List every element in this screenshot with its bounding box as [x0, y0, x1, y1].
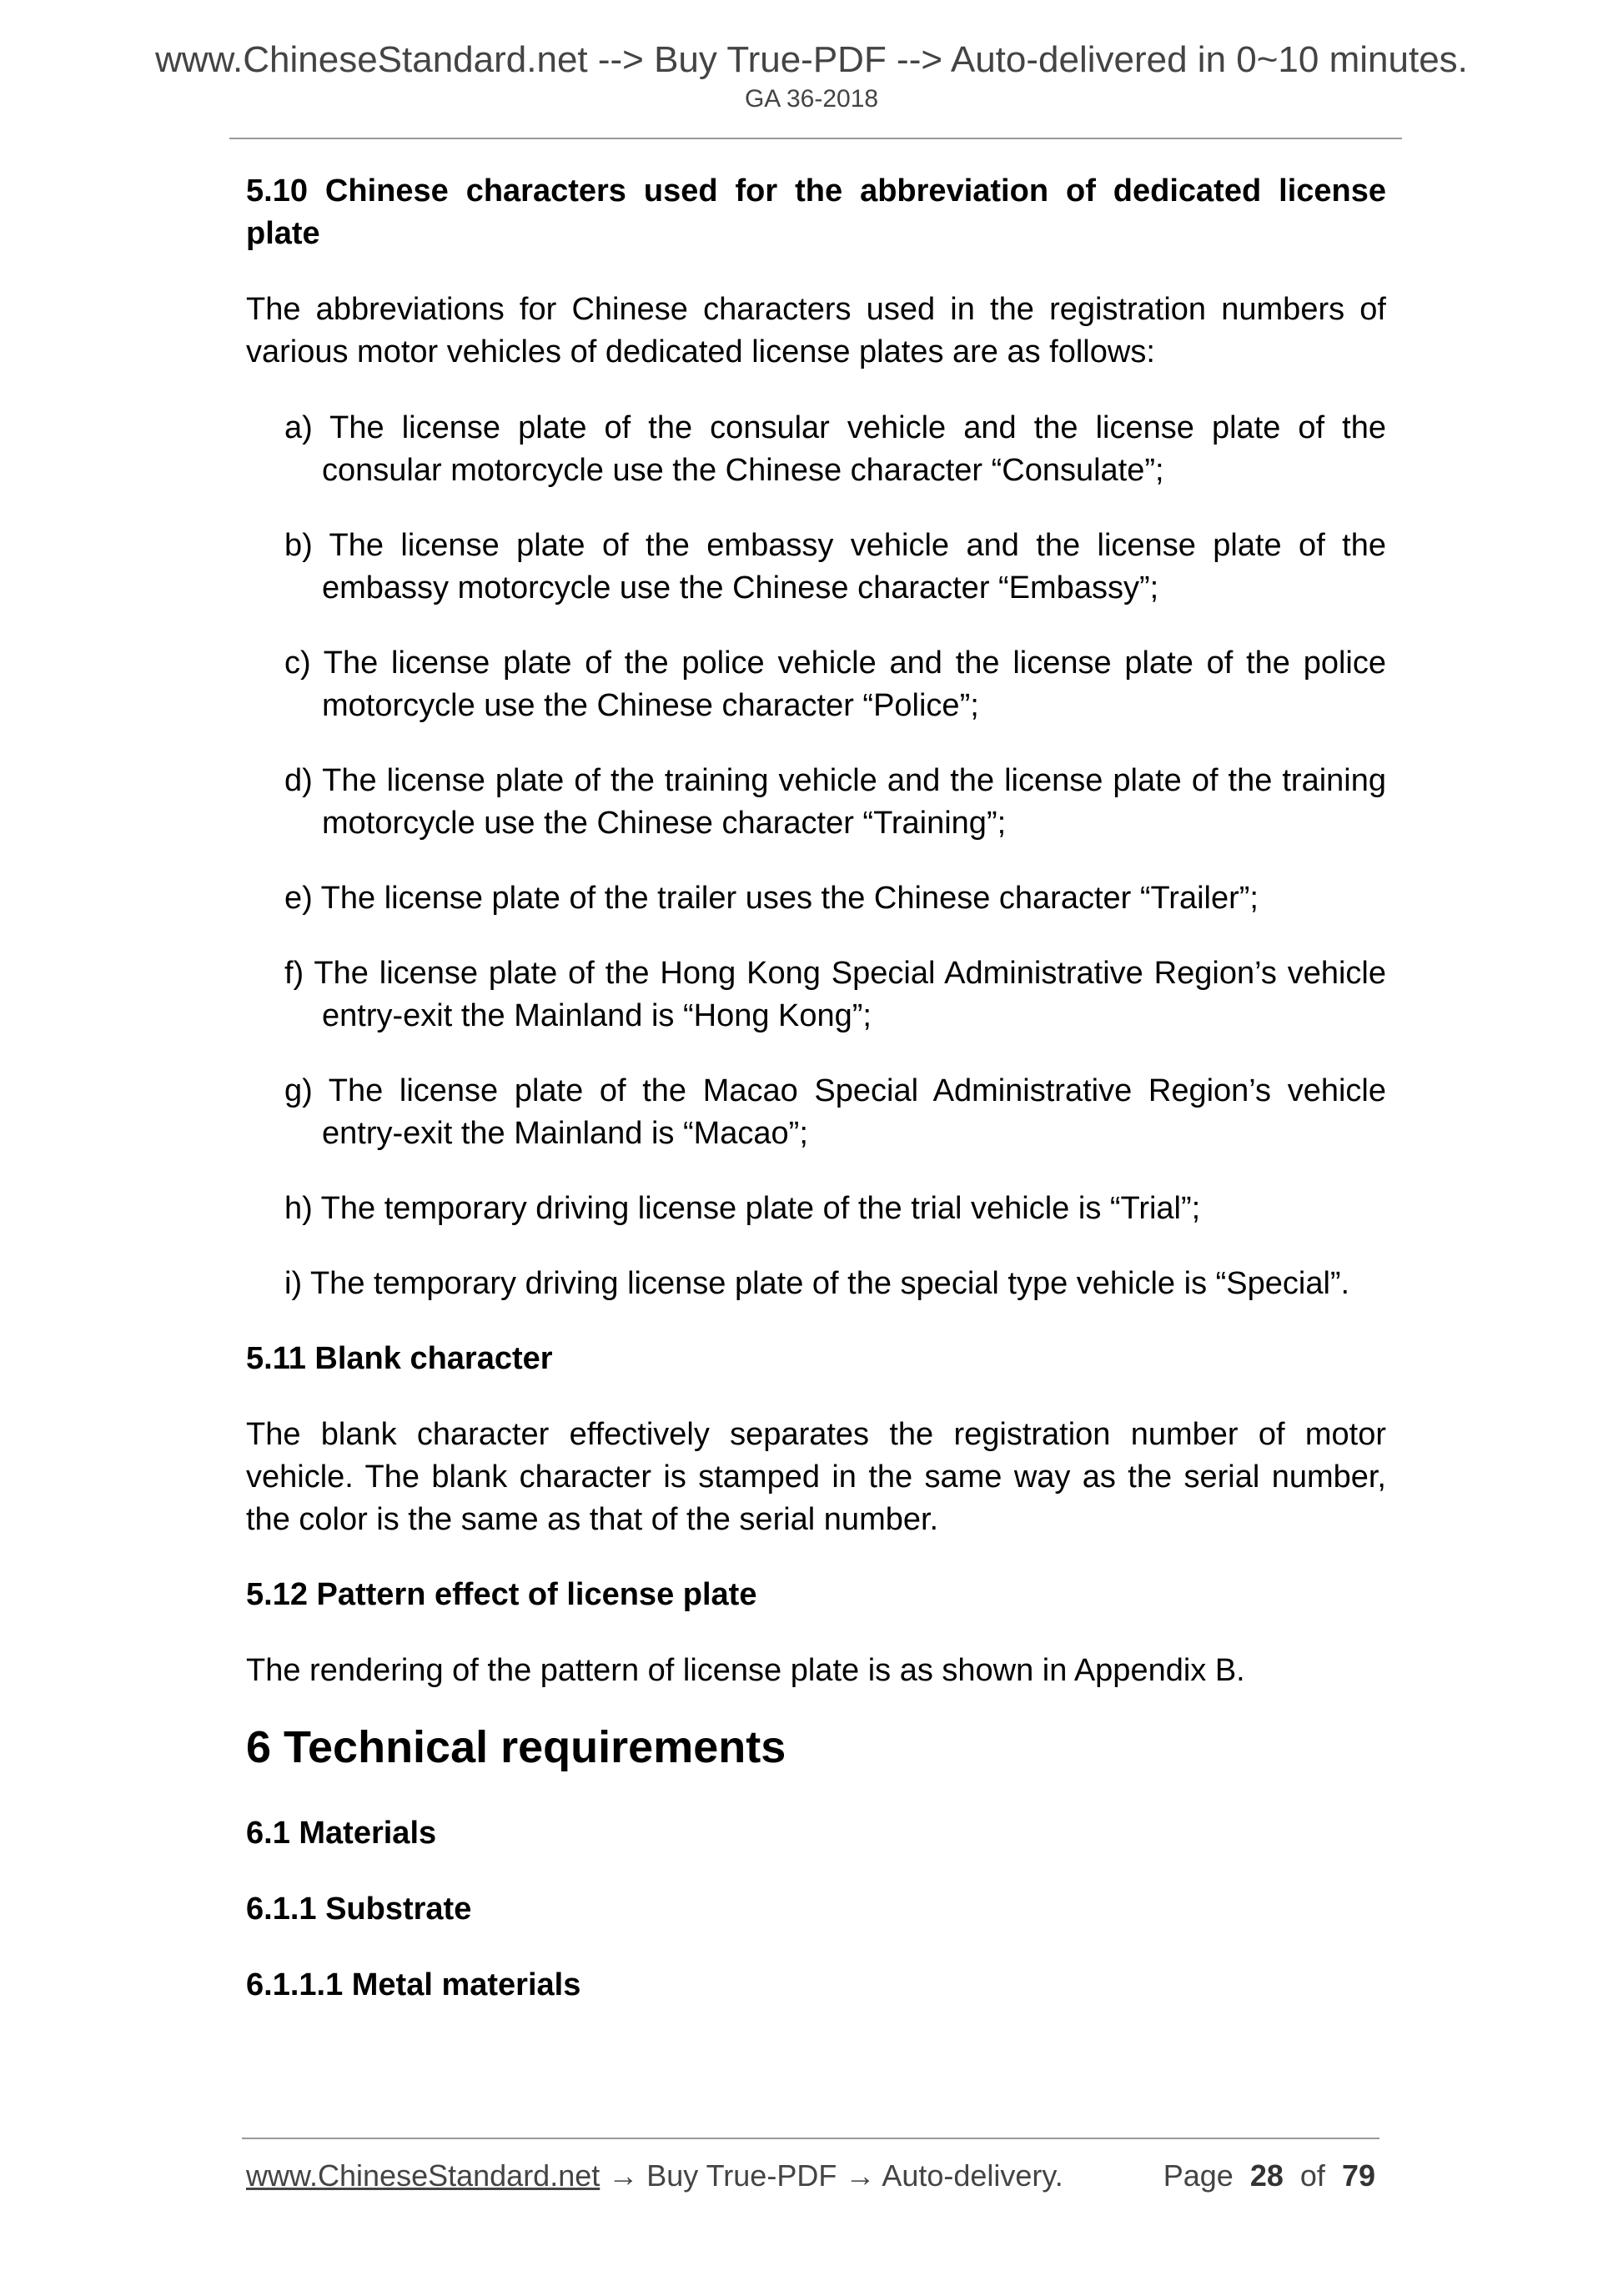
page-label: Page [1163, 2158, 1234, 2193]
list-item: e) The license plate of the trailer uses the Chinese character “Trailer”; [284, 881, 1259, 916]
section-5-11-text: The blank character effectively separates the registration number of motor vehicle. The blank character is stamped in the same way as the serial number, the color is the same as that of the serial number. [246, 1417, 1386, 1537]
footer-promo [246, 2158, 1063, 2193]
list-item: h) The temporary driving license plate of the trial vehicle is “Trial”; [284, 1191, 1201, 1226]
page-of-label: of [1299, 2158, 1325, 2193]
header-divider [229, 138, 1402, 139]
list-item: b) The license plate of the embassy vehicle and the license plate of the embassy motorcycle use the Chinese character “Embassy”; [284, 528, 1386, 605]
section-5-11-heading: 5.11 Blank character [246, 1341, 553, 1376]
section-6-1-1-1-heading: 6.1.1.1 Metal materials [246, 1967, 581, 2002]
footer-divider [242, 2138, 1379, 2139]
section-6-heading: 6 Technical requirements [246, 1722, 786, 1772]
list-item: a) The license plate of the consular vehicle and the license plate of the consular motorcycle use the Chinese character “Consulate”; [284, 410, 1386, 488]
section-5-10-heading: 5.10 Chinese characters used for the abbreviation of dedicated license plate [246, 173, 1386, 251]
page-indicator [1163, 2158, 1375, 2193]
page-total: 79 [1341, 2158, 1375, 2193]
list-item: i) The temporary driving license plate of the special type vehicle is “Special”. [284, 1266, 1350, 1301]
footer-promo-text: → Buy True-PDF → Auto-delivery. [600, 2158, 1063, 2193]
section-5-12-heading: 5.12 Pattern effect of license plate [246, 1577, 757, 1612]
section-5-12-text: The rendering of the pattern of license plate is as shown in Appendix B. [246, 1653, 1245, 1688]
section-6-1-heading: 6.1 Materials [246, 1816, 437, 1851]
list-item: g) The license plate of the Macao Special Administrative Region’s vehicle entry-exit the Mainland is “Macao”; [284, 1073, 1386, 1151]
footer-site-link[interactable]: www.ChineseStandard.net [246, 2158, 600, 2193]
list-item: d) The license plate of the training vehicle and the license plate of the training motorcycle use the Chinese character “Training”; [284, 763, 1386, 841]
abbreviation-list [246, 407, 1386, 1305]
list-item: c) The license plate of the police vehicle and the license plate of the police motorcycle use the Chinese character “Police”; [284, 646, 1386, 723]
section-6-1-1-heading: 6.1.1 Substrate [246, 1892, 472, 1927]
page-content [246, 170, 1386, 2007]
page-current: 28 [1249, 2158, 1284, 2193]
section-5-10-intro: The abbreviations for Chinese characters used in the registration numbers of various motor vehicles of dedicated license plates are as follows: [246, 292, 1386, 369]
list-item: f) The license plate of the Hong Kong Special Administrative Region’s vehicle entry-exit the Mainland is “Hong Kong”; [284, 956, 1386, 1033]
top-banner: www.ChineseStandard.net --> Buy True-PDF --> Auto-delivered in 0~10 minutes. [155, 39, 1468, 80]
document-code: GA 36-2018 [744, 85, 879, 113]
